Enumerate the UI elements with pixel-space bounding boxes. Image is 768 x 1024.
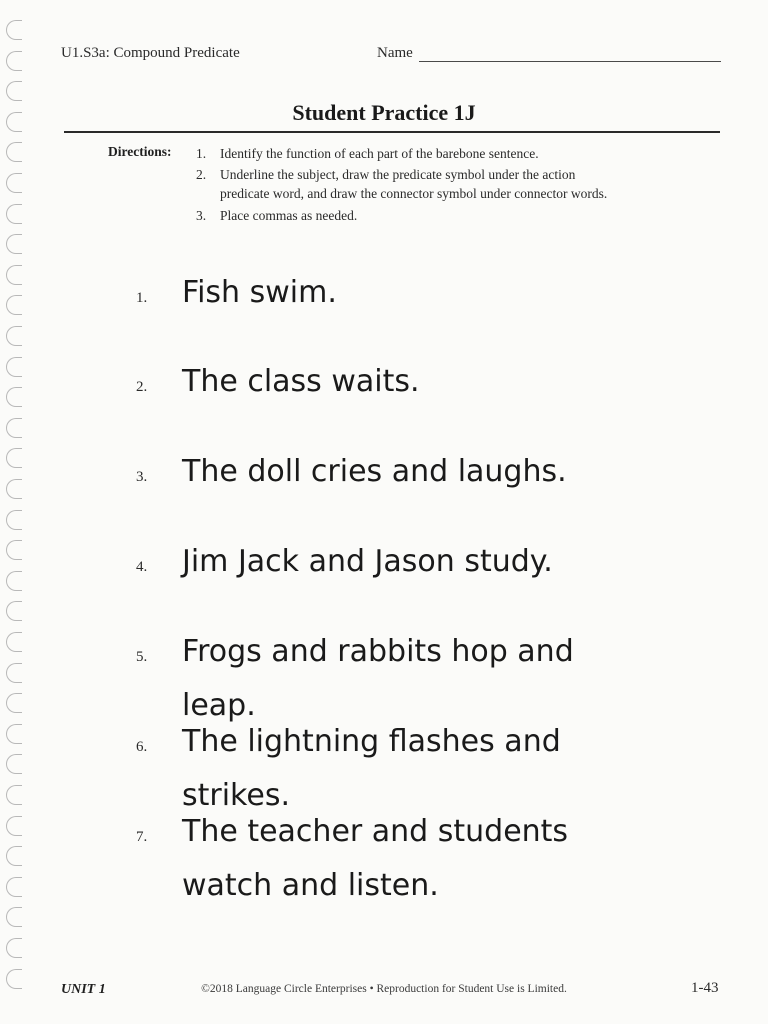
direction-step bbox=[196, 206, 696, 225]
lesson-code: U1.S3a: Compound Predicate bbox=[61, 45, 240, 61]
item-number: 2. bbox=[136, 379, 148, 395]
direction-step-line: Underline the subject, draw the predicate symbol under the action bbox=[220, 167, 576, 182]
directions-label: Directions: bbox=[108, 144, 172, 159]
page-title: Student Practice 1J bbox=[292, 100, 476, 125]
footer-page-number: 1-43 bbox=[691, 980, 719, 996]
item-number: 3. bbox=[136, 469, 148, 485]
item-sentence: The class waits. bbox=[182, 364, 420, 399]
practice-item bbox=[136, 266, 652, 320]
direction-step-text: Place commas as needed. bbox=[220, 208, 358, 223]
item-number: 6. bbox=[136, 739, 148, 755]
practice-item bbox=[136, 355, 652, 409]
direction-step-text bbox=[220, 165, 607, 203]
item-sentence: The doll cries and laughs. bbox=[182, 454, 567, 489]
item-number: 5. bbox=[136, 649, 148, 665]
direction-step-number: 3. bbox=[196, 208, 207, 223]
direction-step bbox=[196, 165, 696, 203]
name-field bbox=[377, 45, 721, 62]
name-label: Name bbox=[377, 45, 413, 61]
item-sentence: Fish swim. bbox=[182, 275, 337, 310]
item-number: 1. bbox=[136, 290, 148, 306]
direction-step-number: 1. bbox=[196, 146, 207, 161]
name-line bbox=[419, 47, 721, 62]
direction-step-text: Identify the function of each part of the barebone sentence. bbox=[220, 146, 539, 161]
item-sentence: The lightning flashes and strikes. bbox=[182, 724, 561, 813]
item-number: 7. bbox=[136, 829, 148, 845]
footer-unit: UNIT 1 bbox=[61, 982, 106, 997]
practice-item bbox=[136, 445, 652, 499]
practice-item bbox=[136, 535, 652, 589]
footer-copyright: ©2018 Language Circle Enterprises • Reproduction for Student Use is Limited. bbox=[201, 983, 567, 995]
item-sentence: The teacher and students watch and listen. bbox=[182, 814, 569, 903]
direction-step bbox=[196, 144, 696, 163]
practice-item bbox=[136, 805, 652, 913]
title-divider bbox=[64, 131, 720, 133]
item-number: 4. bbox=[136, 559, 148, 575]
item-sentence: Frogs and rabbits hop and leap. bbox=[182, 634, 574, 723]
item-sentence: Jim Jack and Jason study. bbox=[182, 544, 553, 579]
direction-step-line: predicate word, and draw the connector symbol under connector words. bbox=[220, 186, 608, 201]
direction-step-number: 2. bbox=[196, 167, 207, 182]
